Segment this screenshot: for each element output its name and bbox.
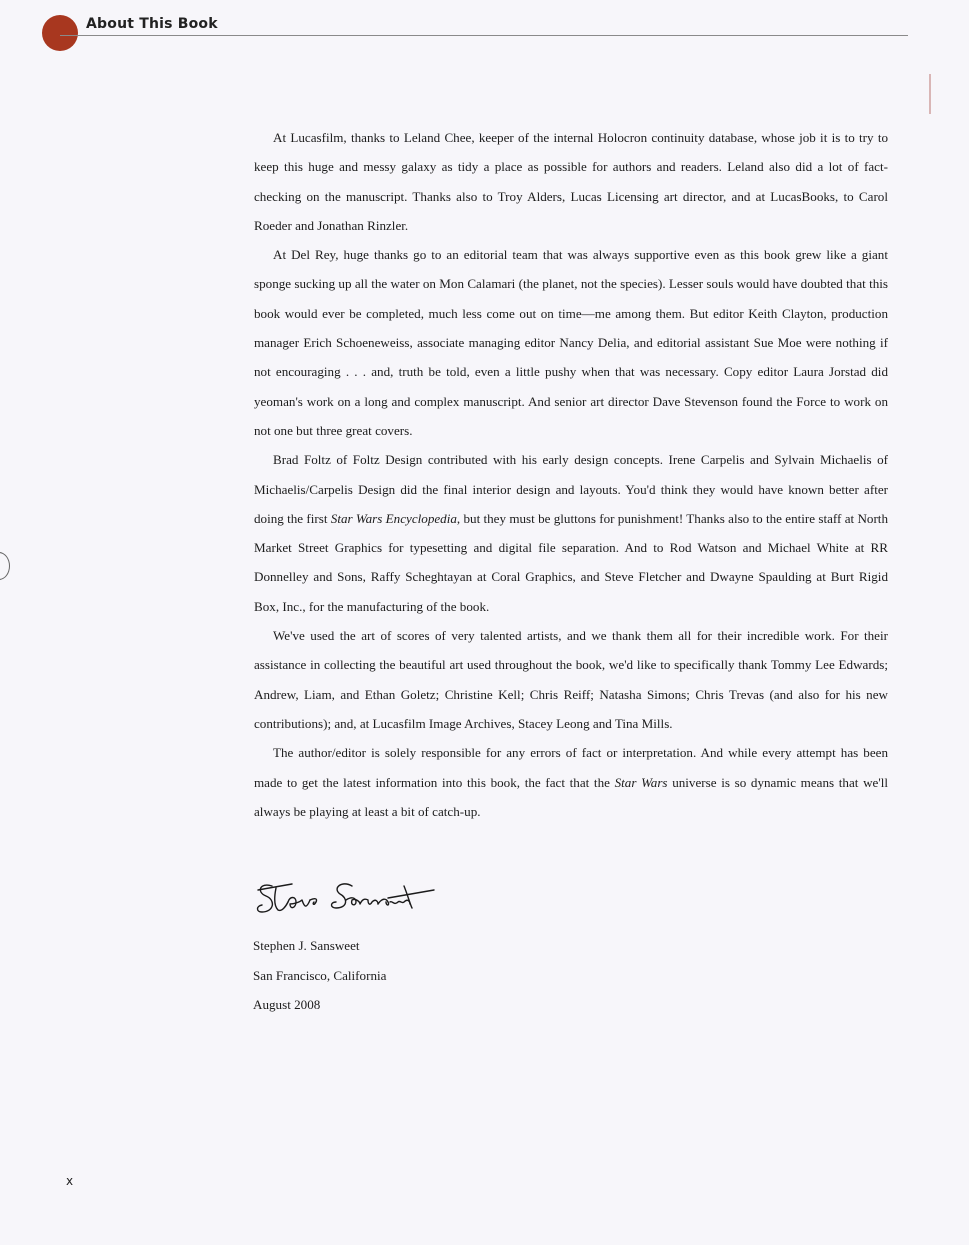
signoff-block [253,931,386,1020]
paragraph-artists: We've used the art of scores of very talented artists, and we thank them all for their incredible work. For their assistance in collecting the beautiful art used throughout the book, we'd like to specifically thank Tommy Lee Edwards; Andrew, Liam, and Ethan Goletz; Christine Kell; Chris Reiff; Natasha Simons; Chris Trevas (and also for his new contributions); and, at Lucasfilm Image Archives, Stacey Leong and Tina Mills. [254,628,888,731]
author-name: Stephen J. Sansweet [253,938,360,953]
franchise-title: Star Wars [614,774,668,790]
signoff-date: August 2008 [253,997,321,1012]
handwritten-signature [252,872,442,928]
book-title-encyclopedia: Star Wars Encyclopedia [330,510,457,526]
paragraph-design-pre: Brad Foltz of Foltz Design contributed with his early design concepts. Irene Carpelis and Sylvain Michaelis of Michaelis/Carpelis Design did the final interior design and layouts. You'd think they would have known better after doing the first [254,452,888,526]
author-location: San Francisco, California [253,967,387,983]
section-title: About This Book [86,16,218,32]
paragraph-lucasfilm: At Lucasfilm, thanks to Leland Chee, keeper of the internal Holocron continuity database, whose job it is to try to keep this huge and messy galaxy as tidy a place as possible for authors and readers. Leland also did a lot of fact-checking on the manuscript. Thanks also to Troy Alders, Lucas Licensing art director, and at LucasBooks, to Carol Roeder and Jonathan Rinzler. [254,130,888,233]
edge-mark [929,74,931,114]
paragraph-responsibility-pre: The author/editor is solely responsible for any errors of fact or interpretation. And while every attempt has been made to get the latest information into this book, the fact that the [254,745,888,790]
paragraph-design-post: , but they must be gluttons for punishment! Thanks also to the entire staff at North Market Street Graphics for typesetting and digital file separation. And to Rod Watson and Michael White at RR Donnelley and Sons, Raffy Scheghtayan at Coral Graphics, and Steve Fletcher and Dwayne Spaulding at Burt Rigid Box, Inc., for the manufacturing of the book. [254,510,888,614]
paragraph-responsibility [254,738,888,826]
body-text [254,123,888,826]
paragraph-design [254,445,888,621]
paragraph-responsibility-post: universe is so dynamic means that we'll always be playing at least a bit of catch-up. [254,774,888,819]
binding-hole-arc [0,552,10,580]
header-rule [60,35,908,36]
page-number: x [66,1174,74,1188]
paragraph-del-rey: At Del Rey, huge thanks go to an editorial team that was always supportive even as this book grew like a giant sponge sucking up all the water on Mon Calamari (the planet, not the species). Lesser souls would have doubted that this book would ever be completed, much less come out on time—me among them. But editor Keith Clayton, production manager Erich Schoeneweiss, associate managing editor Nancy Delia, and editorial assistant Sue Moe were nothing if not encouraging . . . and, truth be told, even a little pushy when that was necessary. Copy editor Laura Jorstad did yeoman's work on a long and complex manuscript. And senior art director Dave Stevenson found the Force to work on not one but three great covers. [254,247,888,438]
section-marker-circle [42,15,78,51]
